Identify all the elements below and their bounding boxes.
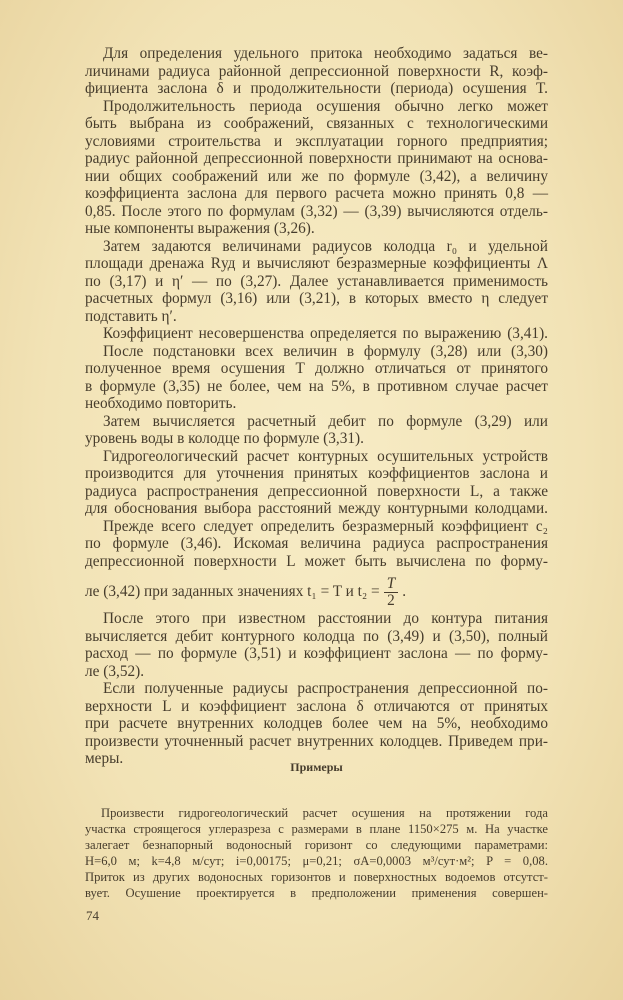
text-line: подставить η′. bbox=[85, 307, 177, 325]
text-line: по формуле (3,46). Искомая величина радиуса распространения bbox=[85, 535, 548, 552]
paragraph bbox=[85, 238, 548, 326]
text-line: ле (3,52). bbox=[85, 662, 145, 680]
main-text-before-formula bbox=[85, 45, 548, 570]
text-line: необходимо повторить. bbox=[85, 395, 237, 412]
text-line: производится для уточнения принятых коэффициентов заслона и bbox=[85, 465, 548, 482]
text-line: Для определения удельного притока необходимо задаться ве- bbox=[103, 45, 548, 62]
text-line: нии общих соображений или же по формуле (3,42), а величину bbox=[85, 167, 548, 185]
fraction bbox=[384, 576, 399, 609]
paragraph bbox=[85, 413, 548, 448]
example-line: вует. Осушение проектируется в предположении применения совершен- bbox=[85, 886, 548, 900]
text-line: Прежде всего следует определить безразмерный коэффициент c₂ bbox=[103, 517, 548, 535]
text-line: радиуса распространения депрессионной поверхности L, а также bbox=[85, 482, 548, 500]
paragraph bbox=[85, 610, 548, 680]
paragraph bbox=[85, 45, 548, 98]
page-number: 74 bbox=[86, 908, 99, 923]
text-line: произвести уточненный расчет внутренних колодцев. Приведем при- bbox=[85, 732, 548, 750]
example-line: Приток из других водоносных горизонтов и поверхностных водоемов отсутст- bbox=[85, 870, 548, 884]
example-line: H=6,0 м; k=4,8 м/сут; i=0,00175; μ=0,21; σA=0,0003 м³/сут·м²; P = 0,08. bbox=[85, 854, 548, 868]
text-line: расход — по формуле (3,51) и коэффициент заслона — по форму- bbox=[85, 645, 548, 662]
text-line: условиями строительства и эксплуатации горного предприятия; bbox=[85, 132, 548, 150]
text-line: коэффициента заслона для первого расчета можно принять 0,8 — bbox=[85, 185, 548, 202]
text-line: полученное время осушения T должно отличаться от принятого bbox=[85, 360, 548, 377]
text-line: Если полученные радиусы распространения депрессионной по- bbox=[103, 680, 548, 697]
text-line: 0,85. После этого по формулам (3,32) — (3,39) вычисляются отдель- bbox=[85, 202, 548, 220]
fraction-denominator: 2 bbox=[387, 591, 395, 609]
text-line: в формуле (3,35) не более, чем на 5%, в противном случае расчет bbox=[85, 377, 548, 395]
main-text bbox=[85, 45, 548, 768]
paragraph bbox=[85, 680, 548, 768]
text-line: площади дренажа Rуд и вычисляют безразмерные коэффициенты Λ bbox=[85, 255, 548, 272]
text-line: для обоснования выбора расстояний между контурными колодцами. bbox=[85, 500, 548, 517]
paragraph bbox=[85, 325, 548, 343]
example-text bbox=[85, 805, 548, 901]
text-line: депрессионной поверхности L может быть вычислена по форму- bbox=[85, 552, 548, 570]
text-line: меры. bbox=[85, 750, 124, 767]
text-line: верхности L и коэффициент заслона δ отличаются от принятых bbox=[85, 697, 548, 715]
text-line: быть выбрана из соображений, связанных с технологическими bbox=[85, 115, 548, 132]
text-line: ные компоненты выражения (3,26). bbox=[85, 220, 315, 237]
text-line: личинами радиуса районной депрессионной поверхности R, коэф- bbox=[85, 62, 548, 80]
paragraph bbox=[85, 448, 548, 518]
text-line: расчетных формул (3,16) или (3,21), в которых вместо η следует bbox=[85, 290, 548, 307]
text-line: После подстановки всех величин в формулу (3,28) или (3,30) bbox=[103, 342, 548, 360]
example-line: залегает безнапорный водоносный горизонт со следующими параметрами: bbox=[85, 838, 548, 852]
text-line: фициента заслона δ и продолжительности (периода) осушения T. bbox=[85, 80, 548, 97]
formula-line bbox=[85, 570, 548, 610]
paragraph bbox=[85, 343, 548, 413]
fraction-numerator: T bbox=[384, 576, 399, 593]
example-line: участка строящегося углеразреза с размерами в плане 1150×275 м. На участке bbox=[85, 822, 548, 836]
text-line: Гидрогеологический расчет контурных осушительных устройств bbox=[103, 447, 548, 465]
main-text-after-formula bbox=[85, 610, 548, 768]
paragraph bbox=[85, 98, 548, 238]
example-line: Произвести гидрогеологический расчет осушения на протяжении года bbox=[101, 806, 548, 820]
text-line: Коэффициент несовершенства определяется по выражению (3,41). bbox=[103, 325, 548, 342]
text-line: вычисляется дебит контурного колодца по (3,49) и (3,50), полный bbox=[85, 627, 548, 645]
paragraph bbox=[85, 518, 548, 571]
text-line: при расчете внутренних колодцев более чем на 5%, необходимо bbox=[85, 715, 548, 732]
section-heading: Примеры bbox=[290, 760, 343, 774]
text-line: Затем вычисляется расчетный дебит по формуле (3,29) или bbox=[103, 412, 548, 430]
text-line: по (3,17) и η′ — по (3,27). Далее устанавливается применимость bbox=[85, 272, 548, 290]
text-line: радиус районной депрессионной поверхности принимают на основа- bbox=[85, 150, 548, 167]
text-line: Затем задаются величинами радиусов колодца r₀ и удельной bbox=[103, 237, 548, 255]
text-line: После этого при известном расстоянии до контура питания bbox=[103, 610, 548, 627]
formula-end: . bbox=[402, 583, 407, 601]
text-line: уровень воды в колодце по формуле (3,31). bbox=[85, 430, 364, 447]
text-line: Продолжительность периода осушения обычно легко может bbox=[103, 97, 548, 115]
formula-text: ле (3,42) при заданных значениях t₁ = T и t₂ = bbox=[85, 583, 380, 601]
